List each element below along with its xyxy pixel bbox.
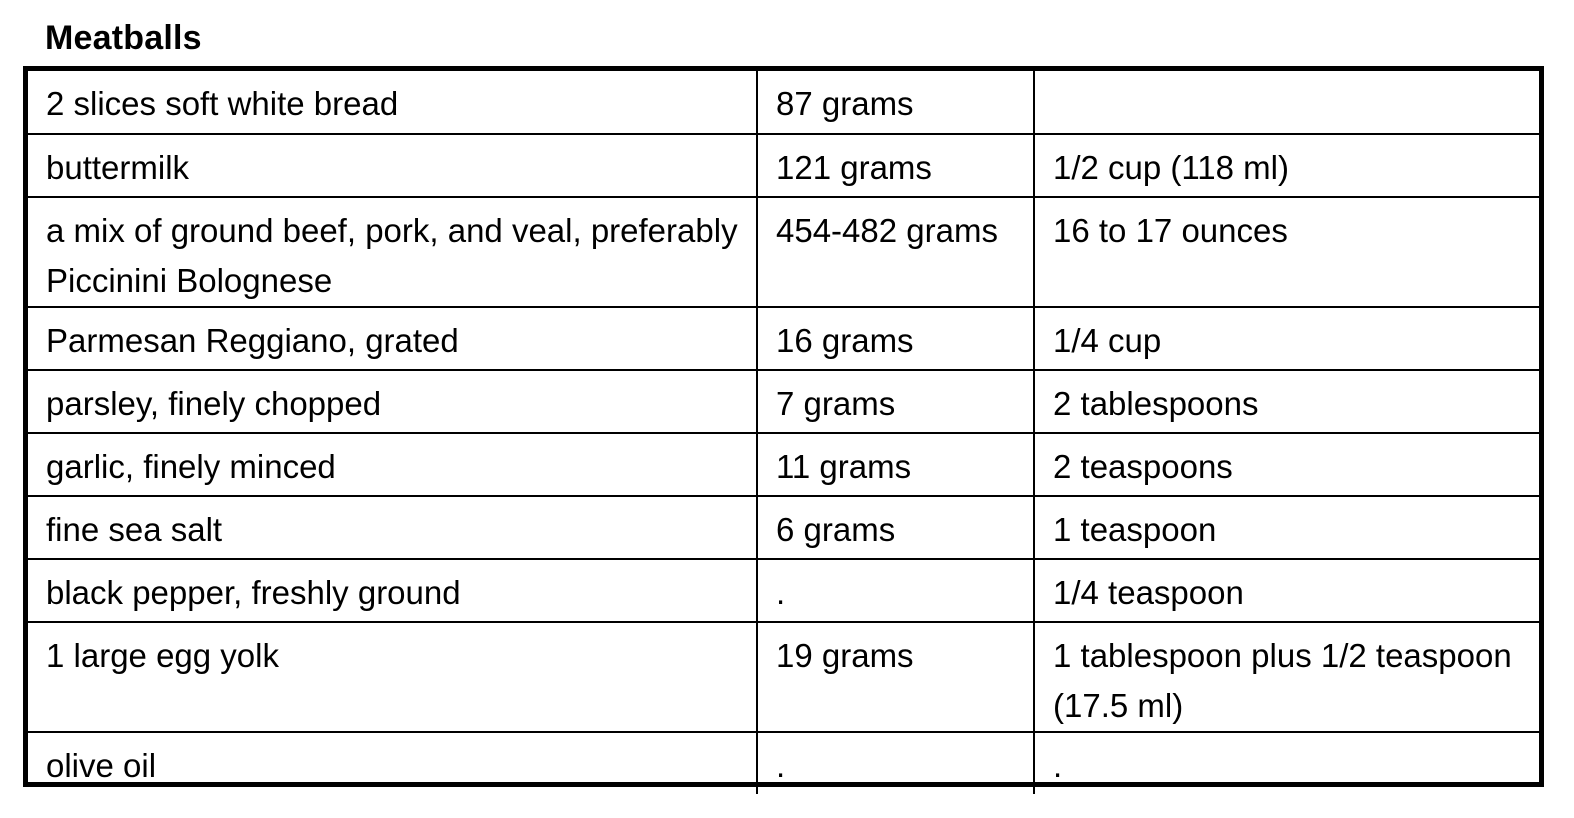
table-row — [28, 134, 1539, 197]
ingredient-cell: a mix of ground beef, pork, and veal, preferably Piccinini Bolognese — [28, 197, 757, 307]
metric-amount-cell: 87 grams — [757, 71, 1034, 134]
table-row — [28, 307, 1539, 370]
ingredient-cell: garlic, finely minced — [28, 433, 757, 496]
volume-amount-cell: 1/4 teaspoon — [1034, 559, 1539, 622]
ingredients-table — [28, 71, 1539, 794]
ingredient-cell: black pepper, freshly ground — [28, 559, 757, 622]
volume-amount-cell: 2 teaspoons — [1034, 433, 1539, 496]
ingredient-cell: 2 slices soft white bread — [28, 71, 757, 134]
table-row — [28, 433, 1539, 496]
ingredient-cell: fine sea salt — [28, 496, 757, 559]
ingredient-cell: parsley, finely chopped — [28, 370, 757, 433]
volume-amount-cell: 1/2 cup (118 ml) — [1034, 134, 1539, 197]
table-row — [28, 496, 1539, 559]
metric-amount-cell: 121 grams — [757, 134, 1034, 197]
metric-amount-cell: . — [757, 732, 1034, 794]
metric-amount-cell: 11 grams — [757, 433, 1034, 496]
table-row — [28, 71, 1539, 134]
metric-amount-cell: 16 grams — [757, 307, 1034, 370]
volume-amount-cell: 1 teaspoon — [1034, 496, 1539, 559]
metric-amount-cell: 454-482 grams — [757, 197, 1034, 307]
volume-amount-cell: 16 to 17 ounces — [1034, 197, 1539, 307]
volume-amount-cell: 2 tablespoons — [1034, 370, 1539, 433]
table-row — [28, 197, 1539, 307]
volume-amount-cell: 1 tablespoon plus 1/2 teaspoon (17.5 ml) — [1034, 622, 1539, 732]
ingredient-cell: buttermilk — [28, 134, 757, 197]
volume-amount-cell — [1034, 71, 1539, 134]
metric-amount-cell: . — [757, 559, 1034, 622]
table-row — [28, 622, 1539, 732]
ingredient-cell: Parmesan Reggiano, grated — [28, 307, 757, 370]
metric-amount-cell: 7 grams — [757, 370, 1034, 433]
metric-amount-cell: 6 grams — [757, 496, 1034, 559]
table-row — [28, 559, 1539, 622]
metric-amount-cell: 19 grams — [757, 622, 1034, 732]
ingredient-cell: 1 large egg yolk — [28, 622, 757, 732]
table-row — [28, 370, 1539, 433]
ingredients-table-frame — [23, 66, 1544, 787]
recipe-section-heading: Meatballs — [45, 19, 202, 57]
volume-amount-cell: . — [1034, 732, 1539, 794]
ingredient-cell: olive oil — [28, 732, 757, 794]
table-row — [28, 732, 1539, 794]
volume-amount-cell: 1/4 cup — [1034, 307, 1539, 370]
